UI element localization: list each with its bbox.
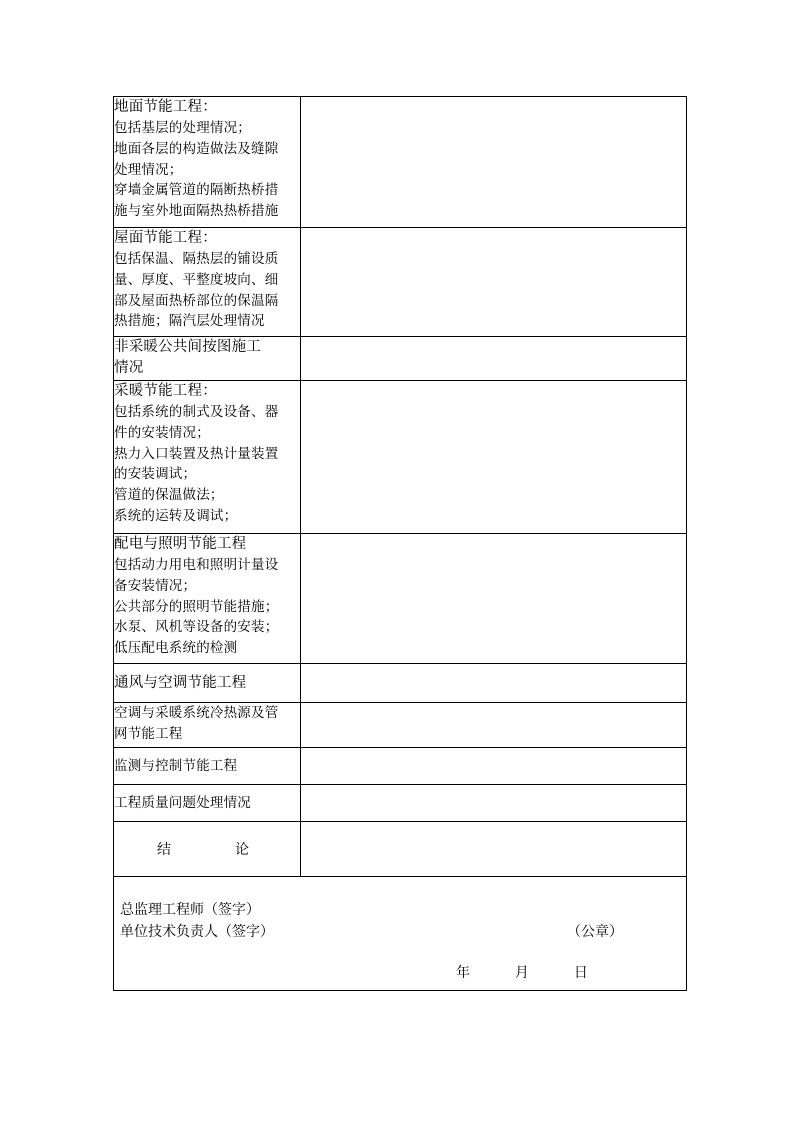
label-line: 采暖节能工程：	[114, 383, 217, 399]
label-line: 包括动力用电和照明计量设	[114, 557, 279, 573]
label-line: 空调与采暖系统冷热源及管	[114, 705, 279, 721]
row-label-roof	[114, 228, 301, 337]
label-line: 的安装调试；	[114, 466, 197, 483]
label-line: 地面节能工程：	[114, 99, 217, 115]
table-row	[114, 664, 687, 703]
month-label: 月	[514, 965, 529, 981]
label-line: 包括系统的制式及设备、器	[114, 404, 279, 420]
row-value-quality-issues[interactable]	[301, 785, 687, 822]
conclusion-label-cell	[114, 822, 301, 877]
row-label-electrical-lighting	[114, 534, 301, 664]
chief-supervisor-signature-label: 总监理工程师（签字）	[120, 902, 260, 918]
table-row	[114, 703, 687, 748]
label-line: 部及屋面热桥部位的保温隔	[114, 292, 279, 309]
label-line: 系统的运转及调试；	[114, 507, 238, 524]
conclusion-value[interactable]	[301, 822, 687, 877]
day-label: 日	[573, 965, 588, 981]
label-line: 非采暖公共间按图施工	[114, 339, 261, 355]
label-line: 公共部分的照明节能措施；	[114, 598, 279, 615]
label-line: 备安装情况；	[114, 577, 197, 594]
date-line	[456, 962, 588, 982]
row-value-electrical-lighting[interactable]	[301, 534, 687, 664]
row-label-ventilation	[114, 664, 301, 703]
row-value-floor[interactable]	[301, 97, 687, 228]
table-row	[114, 337, 687, 381]
table-row	[114, 785, 687, 822]
label-line: 监测与控制节能工程	[114, 757, 238, 774]
table-row	[114, 748, 687, 785]
label-line: 热措施；隔汽层处理情况	[114, 313, 265, 330]
label-line: 屋面节能工程：	[114, 230, 217, 246]
label-line: 配电与照明节能工程	[114, 536, 247, 552]
row-label-heating	[114, 381, 301, 534]
label-line: 包括基层的处理情况；	[114, 120, 251, 136]
label-line: 管道的保温做法；	[114, 487, 224, 504]
conclusion-char-1: 结	[157, 842, 171, 858]
row-label-floor	[114, 97, 301, 228]
label-line: 热力入口装置及热计量装置	[114, 445, 279, 462]
label-line: 处理情况；	[114, 161, 183, 178]
table-row	[114, 822, 687, 877]
row-value-hvac-source[interactable]	[301, 703, 687, 748]
table-row	[114, 534, 687, 664]
label-line: 包括保温、隔热层的铺设质	[114, 251, 279, 267]
label-line: 低压配电系统的检测	[114, 640, 238, 657]
row-label-hvac-source	[114, 703, 301, 748]
label-line: 地面各层的构造做法及缝隙	[114, 140, 279, 157]
label-line: 件的安装情况；	[114, 424, 210, 441]
label-line: 网节能工程	[114, 725, 183, 742]
label-line: 施与室外地面隔热热桥措施	[114, 203, 279, 220]
unit-tech-lead-signature-label: 单位技术负责人（签字）	[120, 924, 274, 940]
row-label-quality-issues	[114, 785, 301, 822]
label-line: 穿墙金属管道的隔断热桥措	[114, 182, 279, 199]
row-value-monitoring[interactable]	[301, 748, 687, 785]
year-label: 年	[456, 965, 470, 981]
conclusion-char-2: 论	[235, 842, 249, 858]
table-row	[114, 228, 687, 337]
signature-row	[114, 877, 687, 991]
row-label-monitoring	[114, 748, 301, 785]
row-label-unheated-space	[114, 337, 301, 381]
signature-cell	[114, 877, 687, 991]
label-line: 情况	[114, 360, 144, 376]
inspection-form-table	[113, 96, 687, 991]
row-value-roof[interactable]	[301, 228, 687, 337]
official-seal-label: （公章）	[567, 924, 623, 940]
label-line: 水泵、风机等设备的安装；	[114, 619, 279, 636]
label-line: 通风与空调节能工程	[114, 674, 247, 691]
table-row	[114, 97, 687, 228]
table-row	[114, 381, 687, 534]
label-line: 量、厚度、平整度坡向、细	[114, 271, 279, 288]
row-value-heating[interactable]	[301, 381, 687, 534]
label-line: 工程质量问题处理情况	[114, 794, 251, 811]
row-value-unheated-space[interactable]	[301, 337, 687, 381]
row-value-ventilation[interactable]	[301, 664, 687, 703]
